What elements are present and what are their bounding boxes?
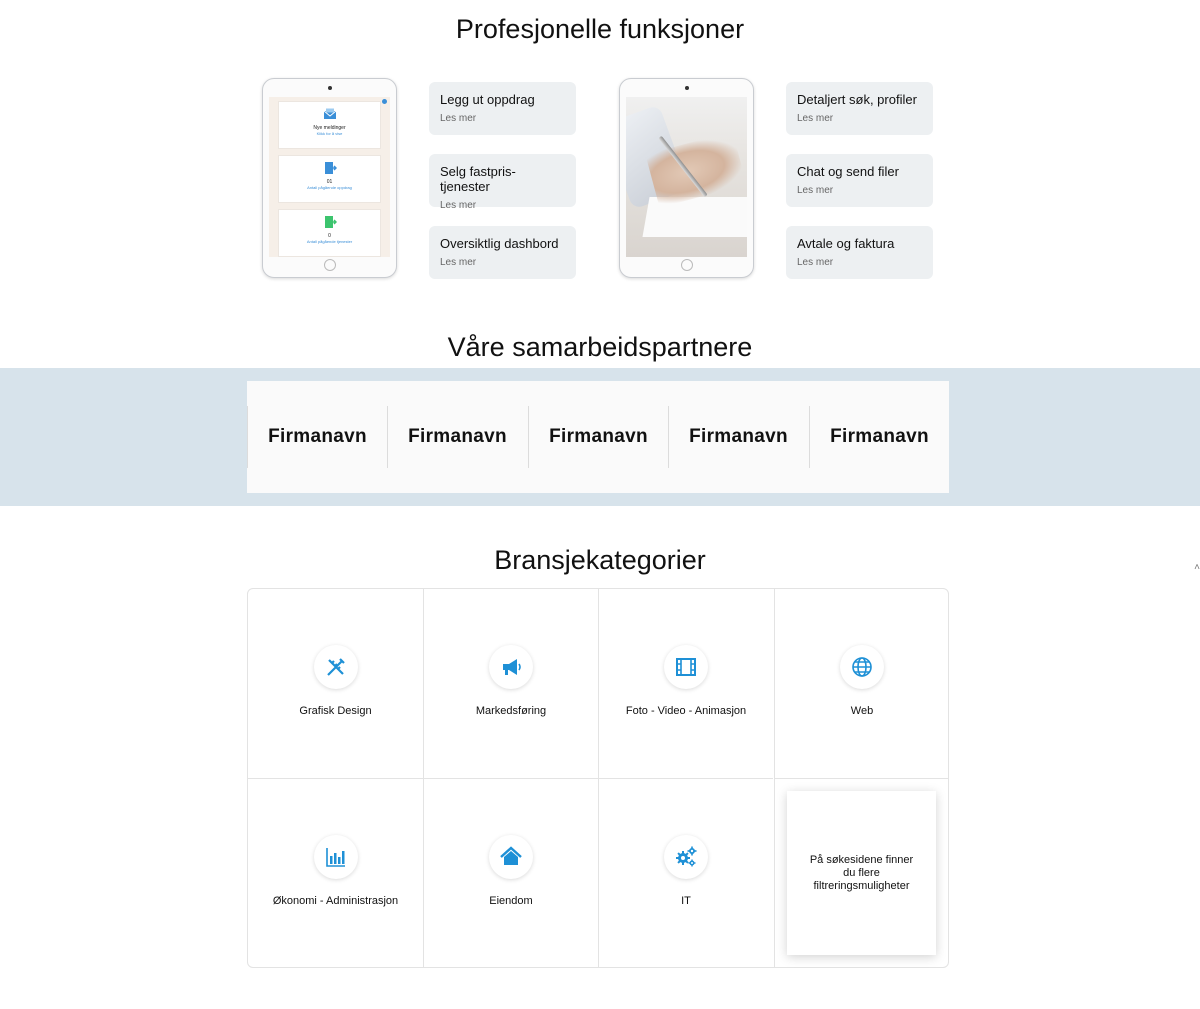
category-economy-admin[interactable]	[248, 778, 423, 967]
feature-title: Detaljert søk, profiler	[797, 92, 917, 107]
read-more-link[interactable]: Les mer	[797, 257, 834, 268]
gears-icon	[664, 835, 708, 879]
partner-logo[interactable]: Firmanavn	[809, 406, 949, 468]
filter-info-card: På søkesidene finner du flere filtreringsmuligheter	[787, 791, 936, 955]
feature-card-sell-services[interactable]	[429, 154, 576, 211]
feature-title: Avtale og faktura	[797, 236, 895, 251]
category-label: Eiendom	[489, 895, 533, 907]
partners-heading: Våre samarbeidspartnere	[447, 332, 753, 362]
category-it[interactable]	[598, 778, 773, 967]
mini-card-sub: Antall pågående tjenester	[306, 239, 353, 244]
mini-card-sub: Antall pågående oppdrag	[307, 185, 352, 190]
mini-card-assignments	[278, 155, 381, 203]
feature-card-detailed-search[interactable]	[786, 82, 933, 135]
scroll-caret: ˄	[1194, 562, 1200, 573]
mini-card-messages	[278, 101, 381, 149]
feature-title: Selg fastpris-tjenester	[440, 164, 516, 194]
mini-card-title: Nye meldinger	[313, 125, 346, 131]
house-icon	[489, 835, 533, 879]
tablet-home-button	[324, 259, 336, 271]
feature-card-chat-files[interactable]	[786, 154, 933, 207]
category-graphic-design[interactable]	[248, 589, 423, 778]
mini-card-sub: Klikk for å vise	[316, 131, 343, 136]
category-real-estate[interactable]	[423, 778, 598, 967]
read-more-link[interactable]: Les mer	[797, 185, 834, 196]
megaphone-icon	[489, 645, 533, 689]
category-label: Økonomi - Administrasjon	[272, 895, 399, 907]
tablet-camera	[685, 86, 689, 90]
tablet-home-button	[681, 259, 693, 271]
read-more-link[interactable]: Les mer	[797, 113, 834, 124]
feature-title: Chat og send filer	[797, 164, 899, 179]
feature-card-post-assignment[interactable]	[429, 82, 576, 135]
tablet-camera	[328, 86, 332, 90]
category-label: IT	[681, 895, 691, 907]
tablet-screen	[269, 97, 390, 257]
pencil-ruler-icon	[314, 645, 358, 689]
bar-chart-icon	[314, 835, 358, 879]
category-label: Grafisk Design	[299, 705, 372, 717]
mini-card-count: 01	[326, 179, 333, 185]
tablet-screen	[626, 97, 747, 257]
document-arrow-icon	[323, 216, 337, 228]
category-label: Foto - Video - Animasjon	[625, 705, 747, 717]
feature-card-dashboard[interactable]	[429, 226, 576, 279]
category-label: Web	[850, 705, 874, 717]
film-icon	[664, 645, 708, 689]
partner-logo[interactable]: Firmanavn	[387, 406, 527, 468]
tablet-dashboard-mockup	[262, 78, 397, 278]
globe-icon	[840, 645, 884, 689]
partners-carousel	[247, 381, 949, 493]
envelope-icon	[323, 108, 337, 120]
mini-card-services	[278, 209, 381, 257]
signing-document-photo	[626, 97, 747, 257]
read-more-link[interactable]: Les mer	[440, 200, 477, 211]
category-grid	[247, 588, 949, 968]
category-marketing[interactable]	[423, 589, 598, 778]
partner-logo[interactable]: Firmanavn	[668, 406, 808, 468]
features-heading: Profesjonelle funksjoner	[455, 14, 745, 44]
read-more-link[interactable]: Les mer	[440, 113, 477, 124]
tablet-photo-mockup	[619, 78, 754, 278]
category-web[interactable]	[774, 589, 949, 778]
partner-logo[interactable]: Firmanavn	[247, 406, 387, 468]
mini-card-count: 0	[328, 233, 331, 239]
filter-info-cell	[774, 778, 949, 967]
category-label: Markedsføring	[475, 705, 547, 717]
feature-title: Oversiktlig dashbord	[440, 236, 559, 251]
document-arrow-icon	[323, 162, 337, 174]
notification-dot	[382, 99, 387, 104]
partner-logo[interactable]: Firmanavn	[528, 406, 668, 468]
categories-heading: Bransjekategorier	[494, 545, 706, 575]
category-photo-video[interactable]	[598, 589, 773, 778]
read-more-link[interactable]: Les mer	[440, 257, 477, 268]
feature-title: Legg ut oppdrag	[440, 92, 535, 107]
feature-card-agreement-invoice[interactable]	[786, 226, 933, 279]
